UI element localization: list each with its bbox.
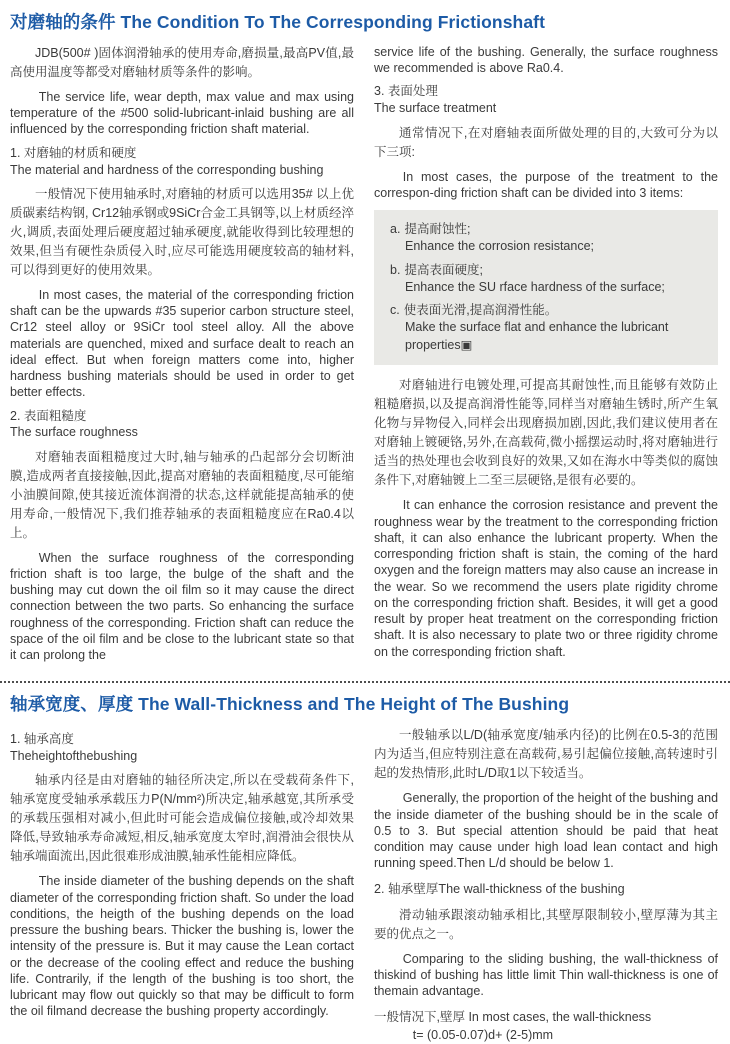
subheading-zh: 2. 表面粗糙度 — [10, 408, 87, 423]
paragraph-en: When the surface roughness of the corresponding friction shaft is too large, the bulge of the shaft and the bushing may cut down the oil film so it may cause the direct connection between the two parts. So enhancing the surface roughness of the corresponding. Friction shaft can reduce the space of the oil film and be close to the lubricant state so that it can prolong the — [10, 550, 354, 663]
item-en-text: Make the surface flat and enhance the lubricant properties▣ — [405, 320, 669, 352]
paragraph-en: In most cases, the purpose of the treatment to the correspon-ding friction shaft can be divided into 3 items: — [374, 169, 718, 200]
paragraph-zh: 对磨轴进行电镀处理,可提高其耐蚀性,而且能够有效防止粗糙磨损,以及提高润滑性能等,同样当对磨轴生锈时,所产生氧化物与异物侵入,同样会出现磨损加剧,因此,我们建议使用者在对磨轴上镀硬铬,另外,在高载荷,微小摇摆运动时,将对磨轴进行适当的热处理也会收到良好的效果,又如在海水中等类似的腐蚀条件下,对磨轴镀上二至三层硬铬,是很有必要的。 — [374, 378, 718, 488]
treatment-item-c — [390, 301, 704, 354]
section1-right-column — [374, 44, 718, 667]
subheading-en: Theheightofthebushing — [10, 749, 138, 764]
paragraph-en: Comparing to the sliding bushing, the wall-thickness of thiskind of bushing has little limit Thin wall-thickness is one of themain advantage. — [374, 951, 718, 998]
section2-title: 轴承宽度、厚度 The Wall-Thickness and The Height of The Bushing — [10, 694, 570, 715]
subheading-zh: 3. 表面处理 — [374, 84, 438, 99]
wall-thickness-note: 一般情况下,壁厚 In most cases, the wall-thickness — [374, 1010, 652, 1025]
paragraph-zh: JDB(500# )固体润滑轴承的使用寿命,磨损量,最高PV值,最高使用温度等都受对磨轴材质等条件的影响。 — [10, 45, 354, 79]
wall-thickness-formula: t= (0.05-0.07)d+ (2-5)mm — [412, 1028, 554, 1043]
treatment-items-box — [374, 210, 718, 365]
subheading-bushing-height — [10, 731, 354, 764]
subheading-wall-thickness: 2. 轴承壁厚The wall-thickness of the bushing — [374, 881, 625, 896]
item-zh-text: 提高表面硬度; — [404, 262, 483, 277]
subheading-en: The material and hardness of the corresponding bushing — [10, 162, 324, 177]
paragraph-en: It can enhance the corrosion resistance and prevent the roughness wear by the treatment to the corresponding friction shaft, it can also enhance the lubricant property. When the corresponding friction shaft is stain, the coming of the hard oxygen and the foreign matters may also cause an increase in the wear. So we recommend the users plate rigidity chrome on the corresponding friction shaft. Besides, it will get a good result by proper heat treatment on the corresponding friction shaft. It is also necessary to plate two or three rigidity chrome on the corresponding friction shaft. — [374, 498, 718, 659]
subheading-en: The surface roughness — [10, 425, 138, 440]
item-zh-text: 使表面光滑,提高润滑性能。 — [403, 303, 558, 318]
paragraph-zh: 滑动轴承跟滚动轴承相比,其壁厚限制较小,壁厚薄为其主要的优点之一。 — [374, 907, 718, 941]
item-zh-text: 提高耐蚀性; — [404, 222, 471, 236]
section1-title: 对磨轴的条件 The Condition To The Corresponding Frictionshaft — [10, 12, 546, 32]
item-zh-line — [390, 220, 704, 238]
paragraph-en: service life of the bushing. Generally, the surface roughness we recommended is above Ra0.4. — [374, 44, 718, 76]
item-en-text: Enhance the SU rface hardness of the surface; — [405, 279, 665, 294]
subheading-material-hardness — [10, 145, 354, 178]
subheading-zh: 1. 轴承高度 — [10, 732, 74, 747]
paragraph-en: In most cases, the material of the corresponding friction shaft can be the upwards #35 superior carbon structure steel, Cr12 steel alloy or 9SiCr tool steel alloy. All the above materials are quenched, mixed and surface dealt to reach an ideal effect. But when foreign matters come into, higher hardness bushing materials should be used in order to get better effects. — [10, 287, 354, 400]
paragraph-zh: 一般情况下使用轴承时,对磨轴的材质可以选用35# 以上优质碳素结构钢, Cr12轴承钢或9SiCr合金工具钢等,以上材质经淬火,调质,表面处理后硬度超过轴承硬度,就能收得到比较理想的效果,但当有硬性杂质侵入时,应尽可能选用硬度较高的轴材料,可以得到更好的使用效果。 — [10, 186, 354, 277]
paragraph-en: The inside diameter of the bushing depends on the shaft diameter of the corresponding friction shaft. So under the load conditions, the heigth of the bushing depends on the load pressure the bushing bears. Thicker the bushing is, lower the intensity of the pressure is. But it may cause the Lean cortact or the decrease of the cooling effect and reduce the bushing life. Contrarily, if the length of the bushing is too short, the lubricant may flow out quickly so that may be difficult to form the oil filmand decrease the bushing property accordingly. — [10, 874, 354, 1019]
paragraph-en: Generally, the proportion of the height of the bushing and the inside diameter of the bushing should be in the scale of 0.5 to 3. But special attention should be paid that heat condition may cause under high load lean contact and high running speed.Then L/d should be below 1. — [374, 791, 719, 871]
section2-left-column — [10, 726, 354, 1026]
item-label: a. — [390, 222, 401, 236]
section2-columns — [10, 726, 718, 1044]
subheading-surface-roughness — [10, 408, 354, 441]
treatment-item-b — [390, 261, 704, 297]
section1-columns — [10, 44, 718, 671]
item-zh-line — [390, 301, 704, 319]
dotted-divider — [0, 681, 730, 683]
item-label: b. — [390, 262, 401, 277]
item-label: c. — [390, 303, 400, 318]
treatment-item-a — [390, 220, 704, 256]
subheading-zh: 1. 对磨轴的材质和硬度 — [10, 145, 137, 160]
paragraph-en: The service life, wear depth, max value and max using temperature of the #500 solid-lubricant-inlaid bushing are all influenced by the corresponding friction shaft material. — [10, 89, 354, 137]
section2-right-column — [374, 726, 718, 1044]
paragraph-zh: 对磨轴表面粗糙度过大时,轴与轴承的凸起部分会切断油膜,造成两者直接接触,因此,提高对磨轴的表面粗糙度,尽可能缩小油膜间隙,使其接近流体润滑的状态,这样就能提高轴承的使用寿命,一般情况下,我们推荐轴承的表面粗糙度应在Ra0.4以上。 — [10, 449, 354, 540]
paragraph-zh: 轴承内径是由对磨轴的轴径所决定,所以在受载荷条件下,轴承宽度受轴承承载压力P(N/mm²)所决定,轴承越宽,其所承受的承载压强相对减小,但此时可能会造成偏位接触,或冷却效果降低,导致轴承寿命减短,相反,轴承宽度太窄时,润滑油会很快从轴承端面流出,因此很难形成油膜,轴承性能相应降低。 — [10, 773, 354, 864]
subheading-surface-treatment — [374, 83, 718, 116]
section1-left-column — [10, 44, 354, 671]
item-zh-line — [390, 261, 704, 279]
paragraph-zh: 通常情况下,在对磨轴表面所做处理的目的,大致可分为以下三项: — [374, 125, 718, 159]
item-en-text: Enhance the corrosion resistance; — [405, 239, 594, 254]
paragraph-zh: 一般轴承以L/D(轴承宽度/轴承内径)的比例在0.5-3的范围内为适当,但应特别注意在高载荷,易引起偏位接触,高转速时引起的发热情形,此时L/D取1以下较适当。 — [374, 728, 718, 781]
subheading-en: The surface treatment — [374, 101, 497, 116]
